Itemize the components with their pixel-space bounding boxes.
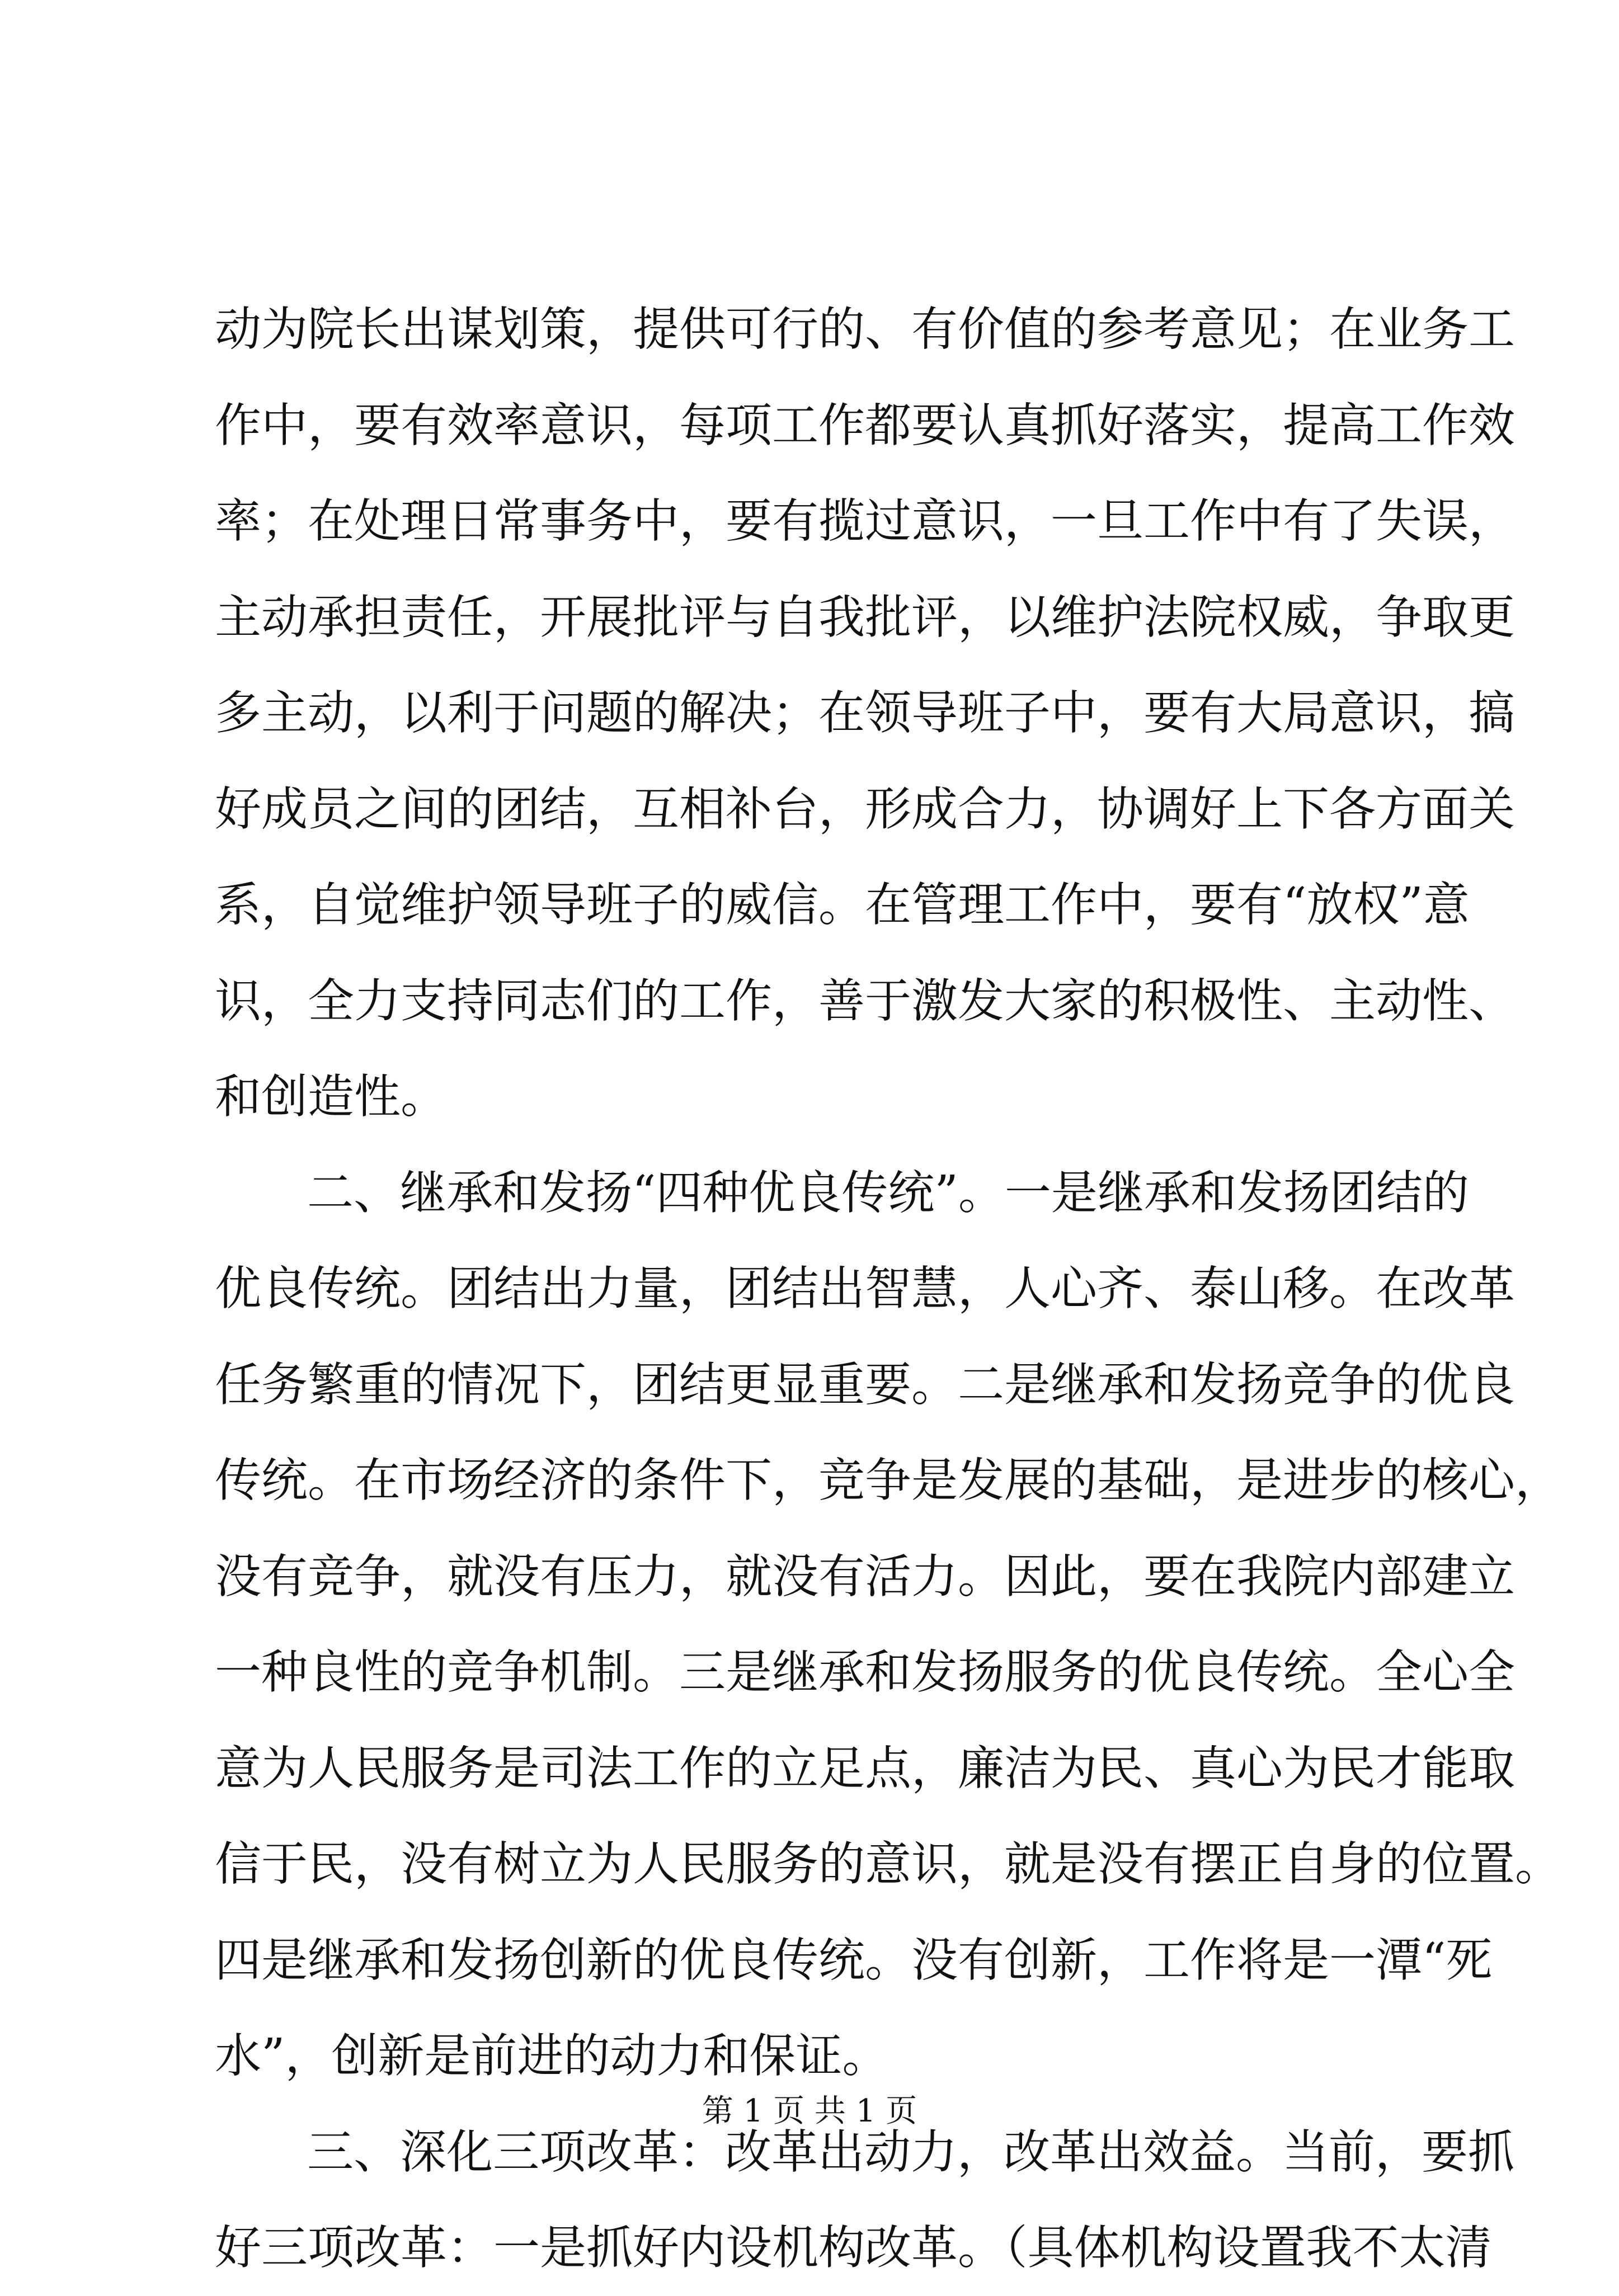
- page-number-footer: 第 1 页 共 1 页: [702, 2093, 917, 2129]
- section-three-heading-line: 三、深化三项改革：改革出动力，改革出效益。当前，要抓: [307, 2124, 1514, 2179]
- text-line: 信于民，没有树立为人民服务的意识，就是没有摆正自身的位置。: [215, 1837, 1561, 1891]
- text-line: 系，自觉维护领导班子的威信。在管理工作中，要有“放权”意: [215, 878, 1470, 932]
- text-line: 一种良性的竞争机制。三是继承和发扬服务的优良传统。全心全: [215, 1645, 1515, 1699]
- text-line: 意为人民服务是司法工作的立足点，廉洁为民、真心为民才能取: [215, 1741, 1515, 1795]
- text-line: 水”，创新是前进的动力和保证。: [215, 2029, 889, 2083]
- text-line: 好成员之间的团结，互相补台，形成合力，协调好上下各方面关: [215, 781, 1515, 836]
- text-line: 作中，要有效率意识，每项工作都要认真抓好落实，提高工作效: [215, 398, 1515, 452]
- text-line: 四是继承和发扬创新的优良传统。没有创新，工作将是一潭“死: [215, 1932, 1493, 1987]
- text-line: 传统。在市场经济的条件下，竞争是发展的基础，是进步的核心，: [215, 1453, 1561, 1507]
- text-line: 率；在处理日常事务中，要有揽过意识，一旦工作中有了失误，: [215, 494, 1515, 548]
- text-line: 识，全力支持同志们的工作，善于激发大家的积极性、主动性、: [215, 973, 1515, 1028]
- text-line: 动为院长出谋划策，提供可行的、有价值的参考意见；在业务工: [215, 302, 1515, 356]
- text-line: 优良传统。团结出力量，团结出智慧，人心齐、泰山移。在改革: [215, 1261, 1515, 1316]
- text-line: 任务繁重的情况下，团结更显重要。二是继承和发扬竞争的优良: [215, 1357, 1515, 1412]
- document-body: [215, 281, 1561, 2296]
- text-line: 多主动，以利于问题的解决；在领导班子中，要有大局意识，搞: [215, 686, 1515, 740]
- text-line: 没有竞争，就没有压力，就没有活力。因此，要在我院内部建立: [215, 1549, 1515, 1604]
- text-line: 好三项改革：一是抓好内设机构改革。（具体机构设置我不太清: [215, 2220, 1492, 2275]
- text-line: 主动承担责任，开展批评与自我批评，以维护法院权威，争取更: [215, 590, 1515, 644]
- text-line: 和创造性。: [215, 1069, 447, 1124]
- section-two-heading-line: 二、继承和发扬“四种优良传统”。一是继承和发扬团结的: [307, 1165, 1469, 1220]
